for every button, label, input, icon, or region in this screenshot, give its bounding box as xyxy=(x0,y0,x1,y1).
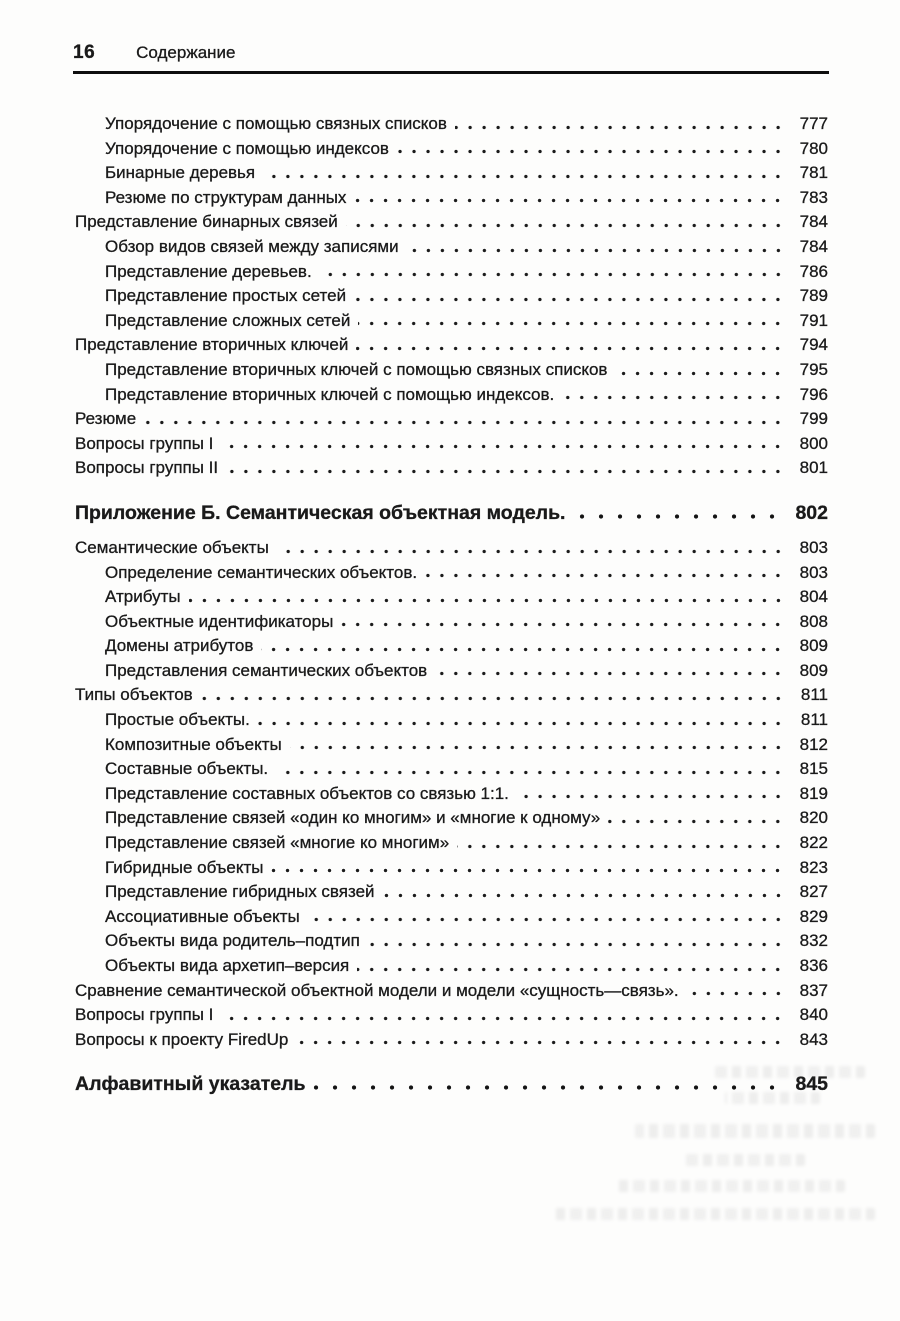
toc-entry xyxy=(75,210,828,235)
toc-entry-title: Вопросы группы II xyxy=(75,458,219,478)
toc-entry-title: Резюме xyxy=(75,409,137,429)
dot-leader xyxy=(687,979,788,1004)
toc-entry-page: 803 xyxy=(799,562,828,582)
toc-entry-title: Объектные идентификаторы xyxy=(105,611,334,631)
toc-entry xyxy=(75,683,828,708)
toc-entry xyxy=(75,856,828,881)
toc-entry-title: Резюме по структурам данных xyxy=(105,187,347,207)
toc-entry-page: 829 xyxy=(799,906,828,926)
toc-entry-title: Алфавитный указатель xyxy=(75,1073,306,1096)
toc-entry xyxy=(75,186,828,211)
dot-leader xyxy=(346,210,788,235)
dot-leader xyxy=(357,954,788,979)
bleedthrough-smudge xyxy=(555,1208,875,1220)
toc-entry-page: 809 xyxy=(799,636,828,656)
dot-leader xyxy=(407,235,788,260)
toc-entry-title: Объекты вида родитель–подтип xyxy=(105,931,360,951)
dot-leader xyxy=(290,733,788,758)
toc-entry xyxy=(75,309,828,334)
toc-entry-page: 822 xyxy=(799,833,828,853)
toc-entry xyxy=(75,383,828,408)
dot-leader xyxy=(615,358,788,383)
dot-leader xyxy=(608,806,788,831)
page-title: Содержание xyxy=(136,43,236,62)
toc-entry xyxy=(75,284,828,309)
toc-entry xyxy=(75,1028,828,1053)
toc-entry-page: 820 xyxy=(799,808,828,828)
dot-leader xyxy=(263,161,788,186)
dot-leader xyxy=(277,536,788,561)
toc-entry xyxy=(75,112,828,137)
toc-entry-title: Представление сложных сетей xyxy=(105,310,351,330)
running-head xyxy=(73,42,829,74)
toc-entry-title: Представление гибридных связей xyxy=(105,882,375,902)
toc-entry-page: 823 xyxy=(799,857,828,877)
dot-leader xyxy=(358,309,788,334)
dot-leader xyxy=(144,407,788,432)
toc-entry-page: 783 xyxy=(799,187,828,207)
toc-entry-title: Приложение Б. Семантическая объектная модель. xyxy=(75,501,566,524)
toc-entry-title: Семантические объекты xyxy=(75,537,269,557)
toc-entry-page: 812 xyxy=(799,734,828,754)
toc-entry-page: 811 xyxy=(800,710,828,730)
toc-entry xyxy=(75,456,828,481)
toc-entry-page: 836 xyxy=(799,956,828,975)
toc-entry-title: Вопросы группы I xyxy=(75,433,214,453)
toc-entry-page: 843 xyxy=(799,1029,828,1049)
toc-entry-page: 803 xyxy=(799,537,828,557)
toc-entry-title: Гибридные объекты xyxy=(105,857,264,877)
toc-entry-title: Представление связей «один ко многим» и «многие к одному» xyxy=(105,808,601,828)
toc-entry xyxy=(75,161,828,186)
toc-entry-title: Представление связей «многие ко многим» xyxy=(105,833,450,853)
toc-entry-page: 819 xyxy=(799,783,828,803)
toc-entry-title: Обзор видов связей между записями xyxy=(105,236,399,256)
toc-entry-page: 784 xyxy=(799,212,828,232)
toc-entry-page: 799 xyxy=(799,409,828,429)
toc-entry-title: Представление вторичных ключей xyxy=(75,335,349,355)
toc-entry-title: Вопросы к проекту FiredUp xyxy=(75,1029,289,1049)
toc-entry-page: 804 xyxy=(799,587,828,607)
bleedthrough-smudge xyxy=(685,1154,805,1166)
dot-leader xyxy=(383,880,788,905)
toc-entry-title: Упорядочение с помощью связных списков xyxy=(105,114,447,133)
toc-entry-title: Вопросы группы I xyxy=(75,1005,214,1025)
toc-entry-page: 780 xyxy=(799,138,828,158)
dot-leader xyxy=(562,383,788,408)
dot-leader xyxy=(221,432,788,457)
toc-entry-title: Представление составных объектов со связью 1:1. xyxy=(105,783,509,803)
toc-entry-title: Представления семантических объектов xyxy=(105,660,428,680)
dot-leader xyxy=(221,1003,788,1028)
dot-leader xyxy=(354,186,788,211)
toc-heading xyxy=(75,498,828,529)
dot-leader xyxy=(201,683,788,708)
toc-entry-page: 808 xyxy=(799,611,828,631)
toc-entry xyxy=(75,137,828,162)
toc-entry-title: Определение семантических объектов. xyxy=(105,562,418,582)
toc-entry xyxy=(75,979,828,1004)
toc-entry xyxy=(75,561,828,586)
toc-entry-title: Представление бинарных связей xyxy=(75,212,338,232)
toc-entry-title: Типы объектов xyxy=(75,685,193,705)
dot-leader xyxy=(189,585,788,610)
dot-leader xyxy=(308,905,788,930)
toc-entry xyxy=(75,432,828,457)
toc-entry xyxy=(75,733,828,758)
toc-entry-page: 809 xyxy=(799,660,828,680)
dot-leader xyxy=(517,782,788,807)
toc-entry-page: 801 xyxy=(799,458,828,478)
toc-entry xyxy=(75,659,828,684)
dot-leader xyxy=(397,137,788,162)
dot-leader xyxy=(425,561,788,586)
toc-entry-page: 840 xyxy=(799,1005,828,1025)
toc-entry xyxy=(75,782,828,807)
toc-entry xyxy=(75,407,828,432)
toc-entry-page: 781 xyxy=(799,163,828,183)
toc-entry-title: Простые объекты. xyxy=(105,710,250,730)
toc-entry xyxy=(75,954,828,979)
toc-entry-page: 796 xyxy=(799,384,828,404)
toc-entry xyxy=(75,831,828,856)
dot-leader xyxy=(455,112,788,137)
toc-entry-page: 827 xyxy=(799,882,828,902)
toc-entry-title: Ассоциативные объекты xyxy=(105,906,300,926)
toc-entry xyxy=(75,880,828,905)
toc-entry-title: Представление вторичных ключей с помощью индексов. xyxy=(105,384,555,404)
page-number: 16 xyxy=(73,42,96,63)
toc-entry-page: 845 xyxy=(795,1073,828,1096)
toc-entry-page: 832 xyxy=(799,931,828,951)
toc-entry-page: 791 xyxy=(799,310,828,330)
dot-leader xyxy=(276,757,788,782)
bleedthrough-smudge xyxy=(635,1124,875,1138)
toc-entry-page: 795 xyxy=(799,359,828,379)
toc-entry-page: 794 xyxy=(799,335,828,355)
toc-entry-page: 786 xyxy=(799,261,828,281)
toc-entry xyxy=(75,905,828,930)
bleedthrough-smudge xyxy=(615,1180,845,1192)
toc-entry xyxy=(75,708,828,733)
dot-leader xyxy=(320,260,788,285)
toc-entry-page: 837 xyxy=(799,980,828,1000)
toc-heading xyxy=(75,1069,828,1100)
dot-leader xyxy=(354,284,788,309)
toc-entry-title: Составные объекты. xyxy=(105,759,269,779)
toc-entry-title: Домены атрибутов xyxy=(105,636,254,656)
toc-entry-page: 789 xyxy=(799,286,828,306)
toc-entry xyxy=(75,610,828,635)
toc-entry-page: 784 xyxy=(799,236,828,256)
toc-entry-page: 777 xyxy=(799,114,828,133)
toc-entry xyxy=(75,536,828,561)
dot-leader xyxy=(313,1069,788,1100)
dot-leader xyxy=(457,831,788,856)
dot-leader xyxy=(296,1028,788,1053)
toc-entry xyxy=(75,235,828,260)
toc-entry-page: 815 xyxy=(799,759,828,779)
toc-entry xyxy=(75,757,828,782)
toc-entry xyxy=(75,358,828,383)
toc-entry-title: Представление простых сетей xyxy=(105,286,347,306)
dot-leader xyxy=(258,708,788,733)
dot-leader xyxy=(356,333,788,358)
dot-leader xyxy=(341,610,788,635)
toc-list xyxy=(75,112,828,1107)
toc-entry-page: 800 xyxy=(799,433,828,453)
toc-entry xyxy=(75,929,828,954)
dot-leader xyxy=(271,856,788,881)
dot-leader xyxy=(261,634,788,659)
toc-entry-page: 811 xyxy=(800,685,828,705)
toc-entry-title: Представление деревьев. xyxy=(105,261,312,281)
dot-leader xyxy=(226,456,788,481)
toc-entry-title: Композитные объекты xyxy=(105,734,282,754)
toc-entry xyxy=(75,806,828,831)
toc-entry xyxy=(75,585,828,610)
toc-entry-title: Упорядочение с помощью индексов xyxy=(105,138,389,158)
toc-entry-title: Атрибуты xyxy=(105,587,181,607)
dot-leader xyxy=(573,498,788,529)
toc-entry xyxy=(75,1003,828,1028)
toc-entry-title: Объекты вида архетип–версия xyxy=(105,956,350,975)
toc-entry xyxy=(75,634,828,659)
toc-entry xyxy=(75,333,828,358)
toc-entry-title: Представление вторичных ключей с помощью связных списков xyxy=(105,359,608,379)
toc-entry-title: Бинарные деревья xyxy=(105,163,256,183)
toc-entry-title: Сравнение семантической объектной модели и модели «сущность—связь». xyxy=(75,980,679,1000)
toc-entry xyxy=(75,260,828,285)
dot-leader xyxy=(435,659,788,684)
dot-leader xyxy=(368,929,788,954)
toc-entry-page: 802 xyxy=(795,501,828,524)
